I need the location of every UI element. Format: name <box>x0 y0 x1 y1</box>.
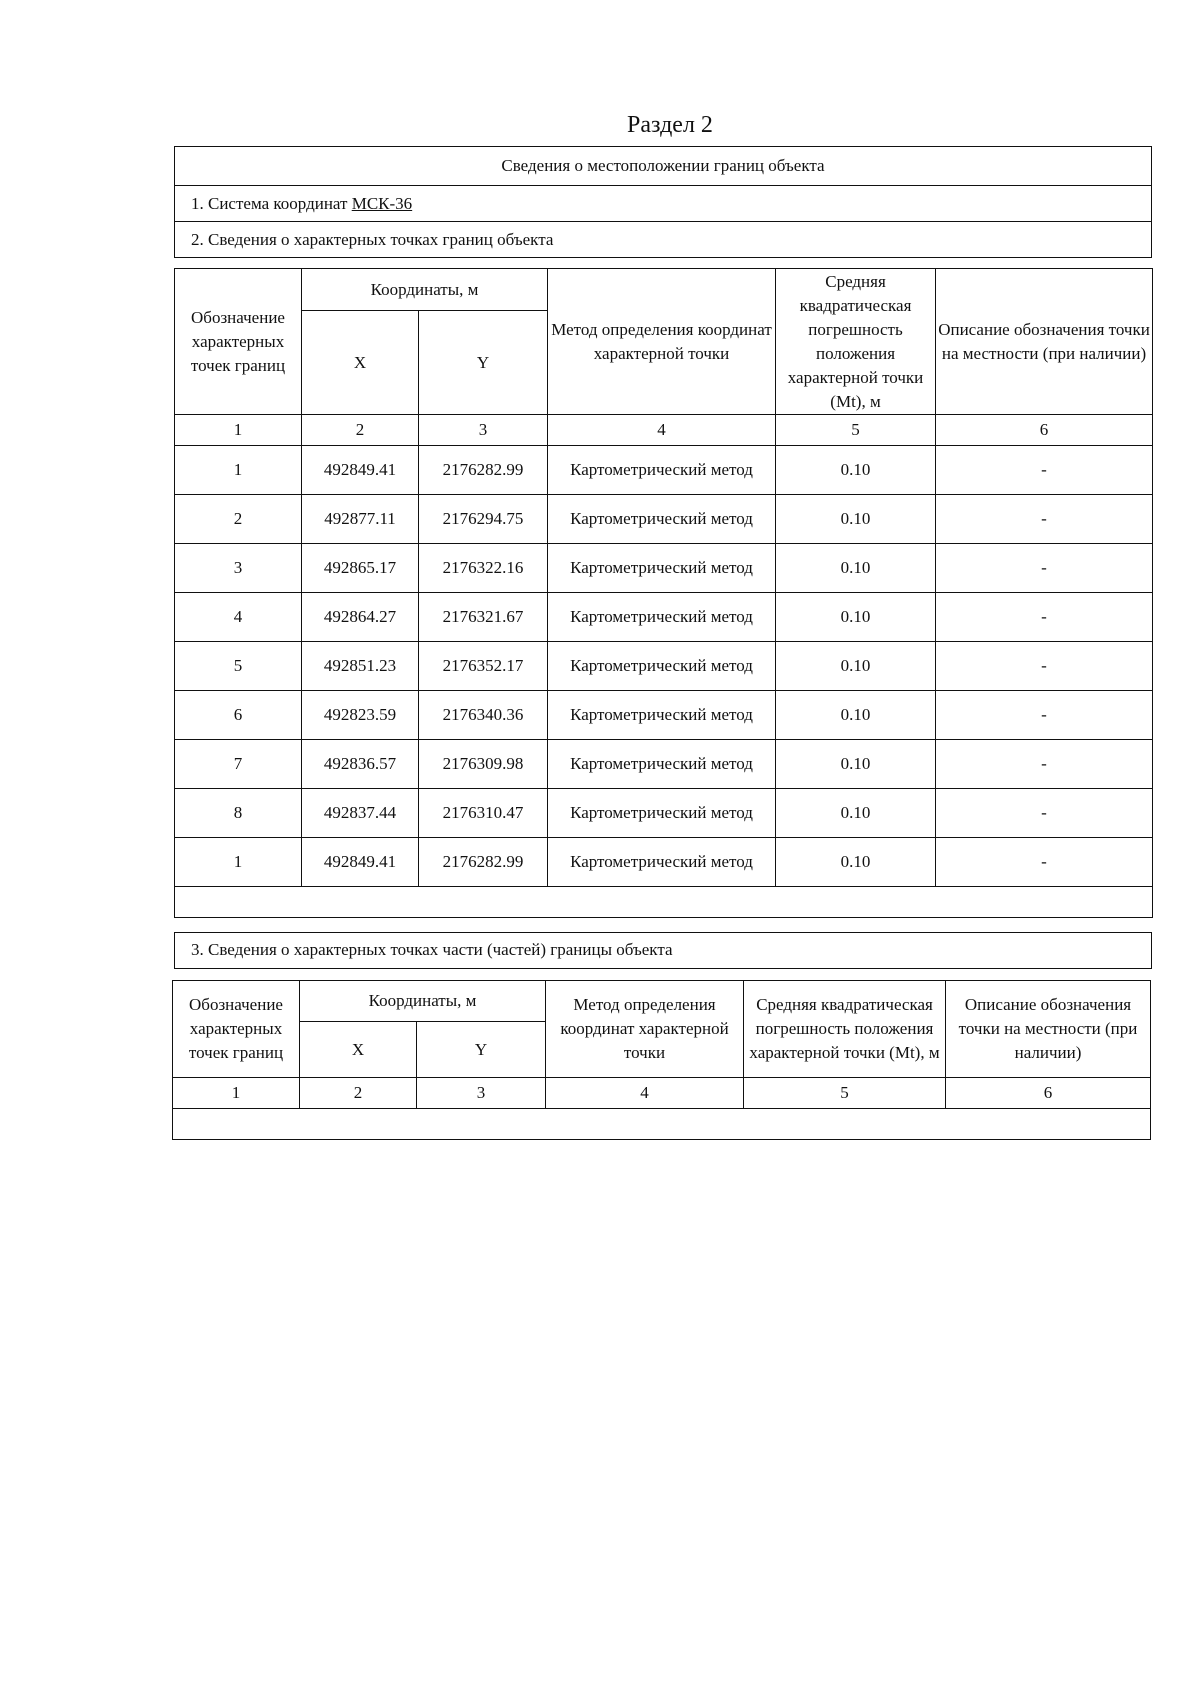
cell-y: 2176282.99 <box>419 446 548 495</box>
cell-mt: 0.10 <box>776 838 936 887</box>
coord-system-row <box>175 185 1151 221</box>
cell-point: 5 <box>175 642 302 691</box>
section2-title: 2. Сведения о характерных точках границ объекта <box>175 221 1151 257</box>
empty-row <box>173 1109 1151 1140</box>
header-error: Средняя квадратическая погрешность положения характерной точки (Mt), м <box>776 269 936 415</box>
cell-y: 2176294.75 <box>419 495 548 544</box>
boundary-info-block <box>174 146 1152 258</box>
cell-method: Картометрический метод <box>548 593 776 642</box>
cell-point: 6 <box>175 691 302 740</box>
column-numbers-row <box>173 1078 1151 1109</box>
table-row <box>175 740 1153 789</box>
cell-y: 2176282.99 <box>419 838 548 887</box>
cell-method: Картометрический метод <box>548 642 776 691</box>
info-header: Сведения о местоположении границ объекта <box>501 156 825 175</box>
table-row <box>175 838 1153 887</box>
table-row <box>175 544 1153 593</box>
header-desc: Описание обозначения точки на местности (при наличии) <box>946 981 1151 1078</box>
col-number: 5 <box>776 415 936 446</box>
header-x: X <box>300 1022 417 1078</box>
cell-mt: 0.10 <box>776 740 936 789</box>
cell-method: Картометрический метод <box>548 495 776 544</box>
cell-mt: 0.10 <box>776 691 936 740</box>
col-number: 2 <box>300 1078 417 1109</box>
col-number: 1 <box>173 1078 300 1109</box>
page-title: Раздел 2 <box>627 112 713 138</box>
col-number: 3 <box>419 415 548 446</box>
part-points-table <box>172 980 1151 1140</box>
header-coords: Координаты, м <box>300 981 546 1022</box>
cell-y: 2176310.47 <box>419 789 548 838</box>
section3-title: 3. Сведения о характерных точках части (частей) границы объекта <box>191 940 673 959</box>
cell-x: 492877.11 <box>302 495 419 544</box>
cell-mt: 0.10 <box>776 495 936 544</box>
cell-y: 2176321.67 <box>419 593 548 642</box>
header-point: Обозначение характерных точек границ <box>173 981 300 1078</box>
cell-mt: 0.10 <box>776 789 936 838</box>
header-error: Средняя квадратическая погрешность положения характерной точки (Mt), м <box>744 981 946 1078</box>
cell-point: 2 <box>175 495 302 544</box>
cell-x: 492837.44 <box>302 789 419 838</box>
cell-point: 1 <box>175 838 302 887</box>
cell-method: Картометрический метод <box>548 446 776 495</box>
cell-desc: - <box>936 446 1153 495</box>
col-number: 1 <box>175 415 302 446</box>
cell-method: Картометрический метод <box>548 544 776 593</box>
cell-method: Картометрический метод <box>548 740 776 789</box>
cell-desc: - <box>936 495 1153 544</box>
col-number: 4 <box>548 415 776 446</box>
cell-x: 492823.59 <box>302 691 419 740</box>
cell-desc: - <box>936 740 1153 789</box>
cell-y: 2176340.36 <box>419 691 548 740</box>
header-method: Метод определения координат характерной точки <box>548 269 776 415</box>
col-number: 2 <box>302 415 419 446</box>
cell-desc: - <box>936 789 1153 838</box>
cell-x: 492849.41 <box>302 446 419 495</box>
cell-point: 4 <box>175 593 302 642</box>
cell-point: 3 <box>175 544 302 593</box>
table-row <box>175 495 1153 544</box>
empty-cell <box>175 887 1153 918</box>
table-row <box>175 642 1153 691</box>
header-y: Y <box>419 311 548 415</box>
table-row <box>175 593 1153 642</box>
cell-x: 492836.57 <box>302 740 419 789</box>
cell-point: 1 <box>175 446 302 495</box>
cell-y: 2176309.98 <box>419 740 548 789</box>
col-number: 4 <box>546 1078 744 1109</box>
table-row <box>175 446 1153 495</box>
cell-method: Картометрический метод <box>548 838 776 887</box>
empty-row <box>175 887 1153 918</box>
col-number: 6 <box>936 415 1153 446</box>
cell-method: Картометрический метод <box>548 691 776 740</box>
cell-x: 492865.17 <box>302 544 419 593</box>
cell-point: 7 <box>175 740 302 789</box>
table-row <box>175 789 1153 838</box>
empty-cell <box>173 1109 1151 1140</box>
col-number: 3 <box>417 1078 546 1109</box>
cell-desc: - <box>936 642 1153 691</box>
column-numbers-row <box>175 415 1153 446</box>
header-method: Метод определения координат характерной точки <box>546 981 744 1078</box>
section3-block <box>174 932 1152 969</box>
cell-y: 2176322.16 <box>419 544 548 593</box>
cell-x: 492864.27 <box>302 593 419 642</box>
header-coords: Координаты, м <box>302 269 548 311</box>
coord-system-label: 1. Система координат <box>191 193 348 213</box>
header-desc: Описание обозначения точки на местности (при наличии) <box>936 269 1153 415</box>
col-number: 5 <box>744 1078 946 1109</box>
header-x: X <box>302 311 419 415</box>
header-y: Y <box>417 1022 546 1078</box>
cell-y: 2176352.17 <box>419 642 548 691</box>
header-point: Обозначение характерных точек границ <box>175 269 302 415</box>
coord-system-value: МСК-36 <box>351 193 413 213</box>
cell-x: 492849.41 <box>302 838 419 887</box>
cell-x: 492851.23 <box>302 642 419 691</box>
cell-desc: - <box>936 838 1153 887</box>
table-row <box>175 691 1153 740</box>
cell-desc: - <box>936 544 1153 593</box>
cell-mt: 0.10 <box>776 642 936 691</box>
boundary-points-table <box>174 268 1153 918</box>
cell-desc: - <box>936 691 1153 740</box>
cell-mt: 0.10 <box>776 593 936 642</box>
cell-method: Картометрический метод <box>548 789 776 838</box>
col-number: 6 <box>946 1078 1151 1109</box>
cell-mt: 0.10 <box>776 446 936 495</box>
cell-desc: - <box>936 593 1153 642</box>
cell-mt: 0.10 <box>776 544 936 593</box>
cell-point: 8 <box>175 789 302 838</box>
